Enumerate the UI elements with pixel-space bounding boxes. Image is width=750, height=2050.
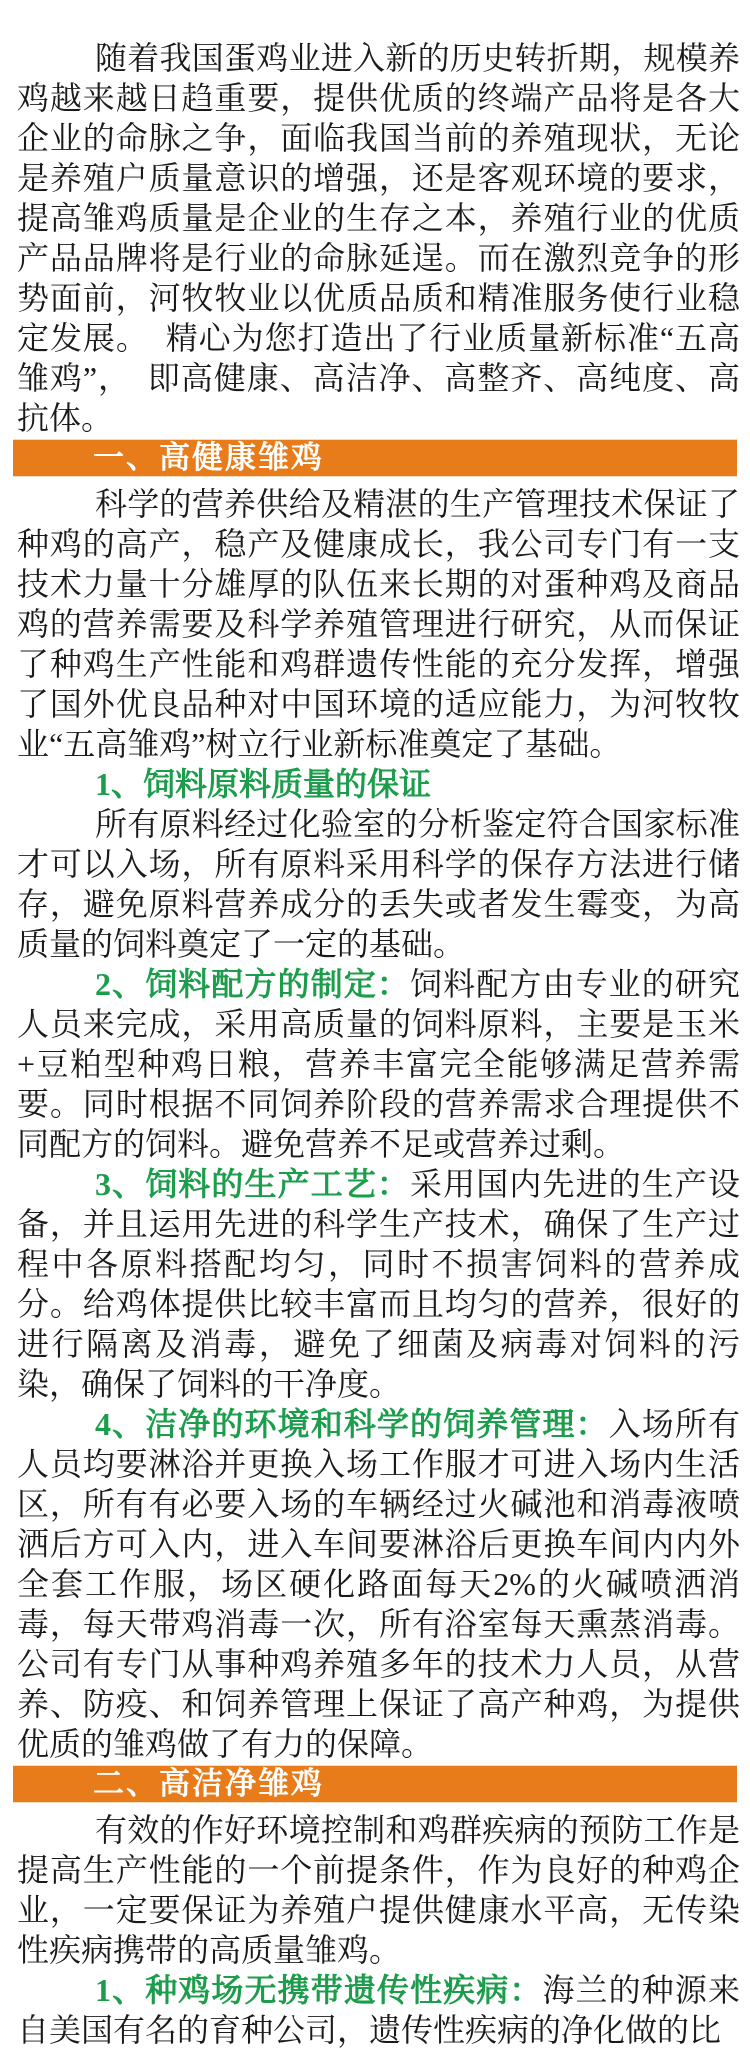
intro-paragraph: 随着我国蛋鸡业进入新的历史转折期，规模养鸡越来越日趋重要，提供优质的终端产品将是各大企业的命脉之争，面临我国当前的养殖现状，无论是养殖户质量意识的增强，还是客观环境的要求，提高雏鸡质量是企业的生存之本，养殖行业的优质产品品牌将是行业的命脉延逞。而在激烈竞争的形势面前，河牧牧业以优质品质和精准服务使行业稳定发展。 精心为您打造出了行业质量新标准“五高雏鸡”， 即高健康、高洁净、高整齐、高纯度、高抗体。	[17, 40, 740, 436]
section-1-item-4-lead: 4、洁净的环境和科学的饲养管理：	[95, 1406, 609, 1442]
section-1-item-2	[17, 964, 740, 1164]
section-1-item-4	[17, 1404, 740, 1764]
section-2-banner-title: 二、高洁净雏鸡	[93, 1766, 324, 1801]
section-2-item-1-text: 海兰的种源来自美国有名的育种公司，遗传性疾病的净化做的比	[17, 1972, 740, 2048]
section-1-banner-title: 一、高健康雏鸡	[93, 440, 324, 475]
section-2-item-1	[17, 1970, 740, 2050]
section-1-item-3	[17, 1164, 740, 1404]
section-1-item-4-text: 入场所有人员均要淋浴并更换入场工作服才可进入场内生活区，所有有必要入场的车辆经过火碱池和消毒液喷洒后方可入内，进入车间要淋浴后更换车间内内外全套工作服，场区硬化路面每天2%的火碱喷洒消毒，每天带鸡消毒一次，所有浴室每天熏蒸消毒。公司有专门从事种鸡养殖多年的技术力人员，从营养、防疫、和饲养管理上保证了高产种鸡，为提供优质的雏鸡做了有力的保障。	[17, 1406, 740, 1762]
section-1-item-3-lead: 3、饲料的生产工艺：	[95, 1166, 411, 1202]
section-1-banner	[13, 440, 737, 476]
section-1-item-3-text: 采用国内先进的生产设备，并且运用先进的科学生产技术，确保了生产过程中各原料搭配均匀，同时不损害饲料的营养成分。给鸡体提供比较丰富而且均匀的营养，很好的进行隔离及消毒，避免了细菌及病毒对饲料的污染，确保了饲料的干净度。	[17, 1166, 740, 1402]
section-1-intro-paragraph: 科学的营养供给及精湛的生产管理技术保证了种鸡的高产，稳产及健康成长，我公司专门有一支技术力量十分雄厚的队伍来长期的对蛋种鸡及商品鸡的营养需要及科学养殖管理进行研究，从而保证了种鸡生产性能和鸡群遗传性能的充分发挥，增强了国外优良品种对中国环境的适应能力，为河牧牧业“五高雏鸡”树立行业新标准奠定了基础。	[17, 486, 740, 762]
section-1-subheading-1: 1、饲料原料质量的保证	[95, 766, 432, 802]
section-1-item-2-text: 饲料配方由专业的研究人员来完成，采用高质量的饲料原料，主要是玉米+豆粕型种鸡日粮，营养丰富完全能够满足营养需要。同时根据不同饲养阶段的营养需求合理提供不同配方的饲料。避免营养不足或营养过剩。	[17, 966, 740, 1162]
section-2-intro-paragraph: 有效的作好环境控制和鸡群疾病的预防工作是提高生产性能的一个前提条件，作为良好的种鸡企业，一定要保证为养殖户提供健康水平高，无传染性疾病携带的高质量雏鸡。	[17, 1812, 740, 1968]
section-1-paragraph-1: 所有原料经过化验室的分析鉴定符合国家标准才可以入场，所有原料采用科学的保存方法进行储存，避免原料营养成分的丢失或者发生霉变，为高质量的饲料奠定了一定的基础。	[17, 806, 740, 962]
section-2-item-1-lead: 1、种鸡场无携带遗传性疾病：	[95, 1972, 543, 2008]
section-1-item-2-lead: 2、饲料配方的制定：	[95, 966, 411, 1002]
section-2-banner	[13, 1766, 737, 1802]
